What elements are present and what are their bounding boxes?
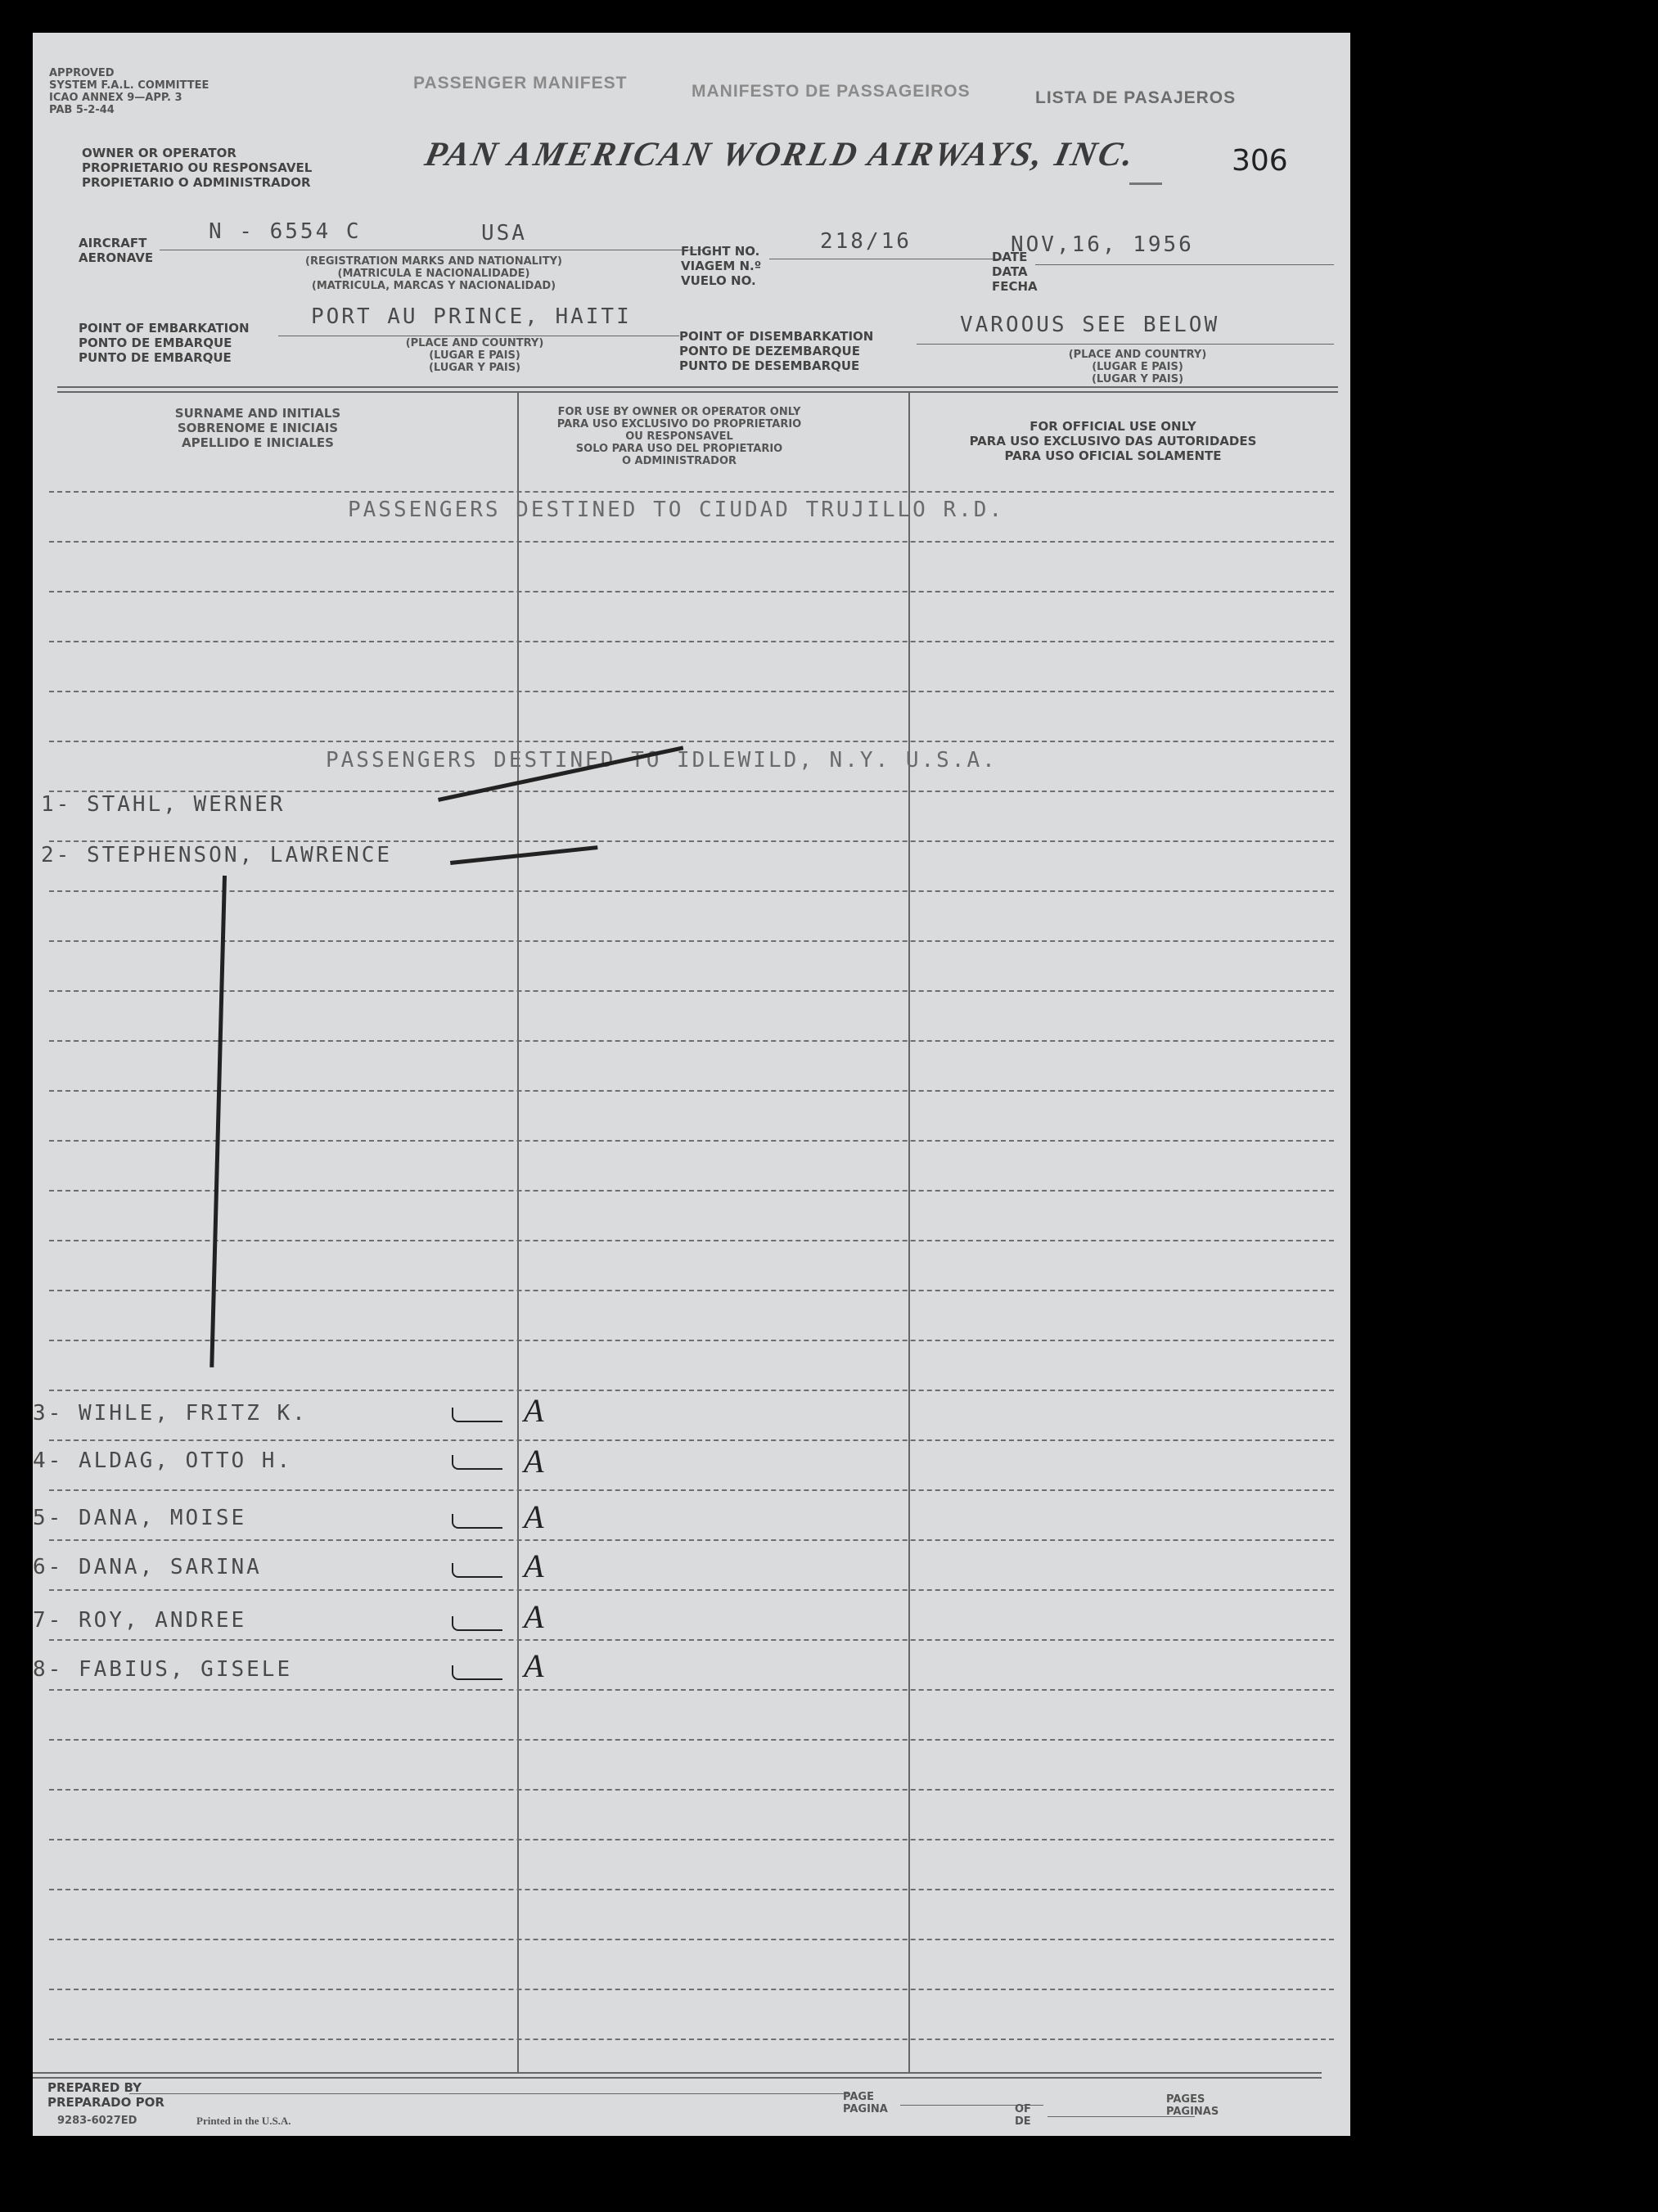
- disembarkation-label: POINT OF DISEMBARKATION PONTO DE DEZEMBARQUE PUNTO DE DESEMBARQUE: [679, 329, 874, 373]
- title-pt: MANIFESTO DE PASSAGEIROS: [692, 82, 971, 101]
- passenger-row-5: 5- DANA, MOISE: [33, 1506, 247, 1530]
- section-header-idlewild: PASSENGERS DESTINED TO IDLEWILD, N.Y. U.S.A.: [326, 748, 998, 773]
- row-rule: [49, 491, 1334, 493]
- row-rule: [49, 1739, 1334, 1741]
- disembarkation-underline: [917, 344, 1334, 345]
- row-rule: [49, 1889, 1334, 1890]
- form-number: 9283-6027ED: [57, 2115, 137, 2127]
- of-label: OF DE: [1015, 2103, 1031, 2128]
- embarkation-label: POINT OF EMBARKATION PONTO DE EMBARQUE PUNTO DE EMBARQUE: [79, 321, 250, 365]
- handwritten-a-4: A: [524, 1443, 544, 1480]
- pen-tick-5: [452, 1514, 502, 1529]
- embarkation-caption: (PLACE AND COUNTRY) (LUGAR E PAIS) (LUGAR Y PAIS): [405, 337, 544, 374]
- flight-number: 218/16: [820, 229, 912, 254]
- row-rule: [49, 541, 1334, 543]
- page-label: PAGE PAGINA: [843, 2091, 888, 2115]
- airline-name: PAN AMERICAN WORLD AIRWAYS, INC.: [421, 136, 1139, 173]
- row-rule: [49, 940, 1334, 942]
- flight-date: NOV,16, 1956: [1011, 232, 1194, 257]
- pen-bracket-line: [210, 876, 227, 1367]
- column-divider-1: [517, 391, 519, 2073]
- table-top-rule-2: [57, 391, 1338, 393]
- row-rule: [49, 1340, 1334, 1341]
- row-rule: [49, 840, 1334, 842]
- column-header-official-use: FOR OFFICIAL USE ONLY PARA USO EXCLUSIVO DAS AUTORIDADES PARA USO OFICIAL SOLAMENTE: [969, 419, 1257, 463]
- handwritten-a-7: A: [524, 1598, 544, 1635]
- row-rule: [49, 1789, 1334, 1791]
- row-rule: [49, 2039, 1334, 2040]
- owner-label: OWNER OR OPERATOR PROPRIETARIO OU RESPONSAVEL PROPIETARIO O ADMINISTRADOR: [82, 146, 313, 190]
- table-bottom-rule: [33, 2072, 1322, 2074]
- column-header-names: SURNAME AND INITIALS SOBRENOME E INICIAIS APELLIDO E INICIALES: [174, 406, 341, 450]
- table-bottom-rule-2: [33, 2077, 1322, 2079]
- row-rule: [49, 1539, 1334, 1541]
- row-rule: [49, 1390, 1334, 1391]
- date-underline: [1035, 264, 1334, 265]
- aircraft-label: AIRCRAFT AERONAVE: [79, 236, 154, 265]
- passenger-row-1: 1- STAHL, WERNER: [41, 792, 286, 817]
- row-rule: [49, 1839, 1334, 1840]
- printed-in: Printed in the U.S.A.: [196, 2115, 291, 2127]
- row-rule: [49, 1439, 1334, 1441]
- row-rule: [49, 591, 1334, 592]
- row-rule: [49, 1639, 1334, 1641]
- row-rule: [49, 890, 1334, 892]
- title-en: PASSENGER MANIFEST: [413, 74, 628, 92]
- aircraft-caption: (REGISTRATION MARKS AND NATIONALITY) (MATRICULA E NACIONALIDADE) (MATRICULA, MARCAS Y NACIONALIDAD): [305, 255, 562, 292]
- row-rule: [49, 1190, 1334, 1192]
- row-rule: [49, 641, 1334, 642]
- handwritten-a-6: A: [524, 1547, 544, 1584]
- manifest-page: [33, 33, 1350, 2136]
- pen-strike-2: [450, 845, 598, 865]
- date-label: DATE DATA FECHA: [992, 250, 1038, 294]
- handwritten-a-5: A: [524, 1498, 544, 1535]
- disembarkation-value: VAROOUS SEE BELOW: [960, 313, 1220, 337]
- column-header-owner-use: FOR USE BY OWNER OR OPERATOR ONLY PARA USO EXCLUSIVO DO PROPRIETARIO OU RESPONSAVEL SOLO PARA USO DEL PROPIETARIO O ADMINISTRADOR: [556, 406, 802, 467]
- row-rule: [49, 990, 1334, 992]
- pen-tick-6: [452, 1563, 502, 1578]
- passenger-row-7: 7- ROY, ANDREE: [33, 1608, 247, 1633]
- embarkation-value: PORT AU PRINCE, HAITI: [311, 304, 632, 329]
- dash-mark: [1129, 182, 1162, 185]
- row-rule: [49, 1040, 1334, 1042]
- handwritten-a-3: A: [524, 1392, 544, 1429]
- pages-label: PAGES PAGINAS: [1166, 2093, 1219, 2118]
- aircraft-nationality: USA: [481, 221, 527, 246]
- page-stamp-number: 306: [1232, 144, 1288, 178]
- row-rule: [49, 1589, 1334, 1591]
- row-rule: [49, 1489, 1334, 1491]
- passenger-row-4: 4- ALDAG, OTTO H.: [33, 1448, 293, 1473]
- prepared-by-label: PREPARED BY PREPARADO POR: [47, 2080, 164, 2110]
- row-rule: [49, 691, 1334, 692]
- row-rule: [49, 1240, 1334, 1241]
- passenger-row-2: 2- STEPHENSON, LAWRENCE: [41, 843, 393, 867]
- row-rule: [49, 1989, 1334, 1990]
- row-rule: [49, 1689, 1334, 1691]
- row-rule: [49, 741, 1334, 742]
- passenger-row-8: 8- FABIUS, GISELE: [33, 1657, 293, 1682]
- row-rule: [49, 1090, 1334, 1092]
- table-top-rule: [57, 386, 1338, 388]
- pen-tick-3: [452, 1408, 502, 1422]
- title-es: LISTA DE PASAJEROS: [1035, 88, 1237, 107]
- prepared-by-line: [129, 2093, 849, 2094]
- row-rule: [49, 1939, 1334, 1940]
- aircraft-registration: N - 6554 C: [209, 219, 362, 244]
- pen-tick-4: [452, 1455, 502, 1470]
- pen-tick-7: [452, 1616, 502, 1631]
- row-rule: [49, 1290, 1334, 1291]
- handwritten-a-8: A: [524, 1647, 544, 1684]
- disembarkation-caption: (PLACE AND COUNTRY) (LUGAR E PAIS) (LUGAR Y PAIS): [1068, 349, 1207, 385]
- passenger-row-6: 6- DANA, SARINA: [33, 1555, 262, 1579]
- flight-label: FLIGHT NO. VIAGEM N.º VUELO NO.: [681, 244, 762, 288]
- passenger-row-3: 3- WIHLE, FRITZ K.: [33, 1401, 308, 1426]
- column-divider-2: [908, 391, 910, 2073]
- section-header-trujillo: PASSENGERS DESTINED TO CIUDAD TRUJILLO R.D.: [348, 498, 1005, 522]
- pen-tick-8: [452, 1665, 502, 1680]
- approval-block: APPROVED SYSTEM F.A.L. COMMITTEE ICAO ANNEX 9—APP. 3 PAB 5-2-44: [49, 67, 210, 116]
- row-rule: [49, 1140, 1334, 1142]
